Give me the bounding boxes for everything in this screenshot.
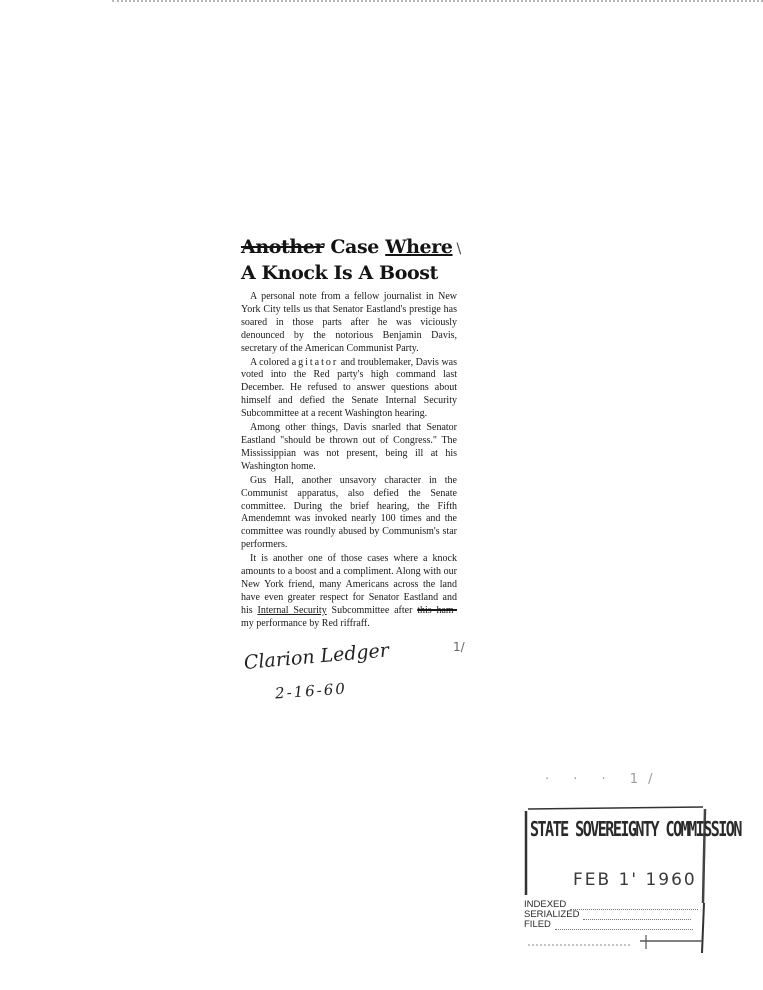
scan-edge-dots — [112, 0, 763, 4]
commission-stamp — [522, 803, 741, 953]
spaced-word: agitator — [291, 356, 339, 368]
paragraph-1: A personal note from a fellow journalist in New York City tells us that Senator Eastland's prestige has soared in those parts after he was viciously denounced by the notorious Benjamin Davis, secretary of the American Communist Party. — [241, 291, 457, 354]
stamp-date: FEB 1' 1960 — [573, 870, 697, 890]
underlined-word: Where — [385, 236, 453, 258]
status-serialized: SERIALIZED — [524, 910, 698, 920]
paragraph-3: Among other things, Davis snarled that Senator Eastland "should be thrown out of Congress." The Mississippian was not present, being ill at his Washington home. — [241, 422, 457, 472]
pencil-mark: \ — [456, 241, 461, 257]
status-filed: FILED — [524, 920, 698, 930]
struck-word: Another — [241, 236, 325, 258]
paragraph-2: A colored agitator and troublemaker, Davis was voted into the Red party's high command last December. He refused to answer questions about himself and defied the Senate Internal Security Subcommittee at a recent Washington hearing. — [241, 356, 458, 420]
article-body — [241, 291, 457, 631]
faint-stamp-marks: · · · 1/ — [545, 772, 663, 787]
headline-line-1 — [241, 235, 461, 261]
handwritten-source: Clarion Ledger — [243, 639, 390, 674]
stamp-status-lines — [524, 900, 698, 930]
status-indexed: INDEXED — [524, 900, 698, 910]
newspaper-clipping — [241, 235, 461, 632]
margin-mark: 1/ — [453, 640, 465, 654]
handwritten-strike: this ham- — [417, 604, 458, 616]
headline-text: Case — [324, 236, 386, 258]
handwritten-date: 2-16-60 — [274, 679, 348, 703]
paragraph-5: It is another one of those cases where a knock amounts to a boost and a compliment. Along with our New York friend, many Americans across the land have even greater respect for Senator Eastland and his Internal Security Subcommittee after this ham- my performance by Red riffraff. — [241, 553, 458, 629]
headline-line-2: A Knock Is A Boost — [241, 262, 438, 284]
stamp-title: STATE SOVEREIGNTY COMMISSION — [530, 817, 741, 842]
paragraph-4: Gus Hall, another unsavory character in the Communist apparatus, also defied the Senate committee. During the brief hearing, the Fifth Amendemnt was invoked nearly 100 times and the committee was roundly abused by Communism's star performers. — [241, 474, 457, 551]
handwritten-underline: Internal Security — [257, 604, 327, 616]
